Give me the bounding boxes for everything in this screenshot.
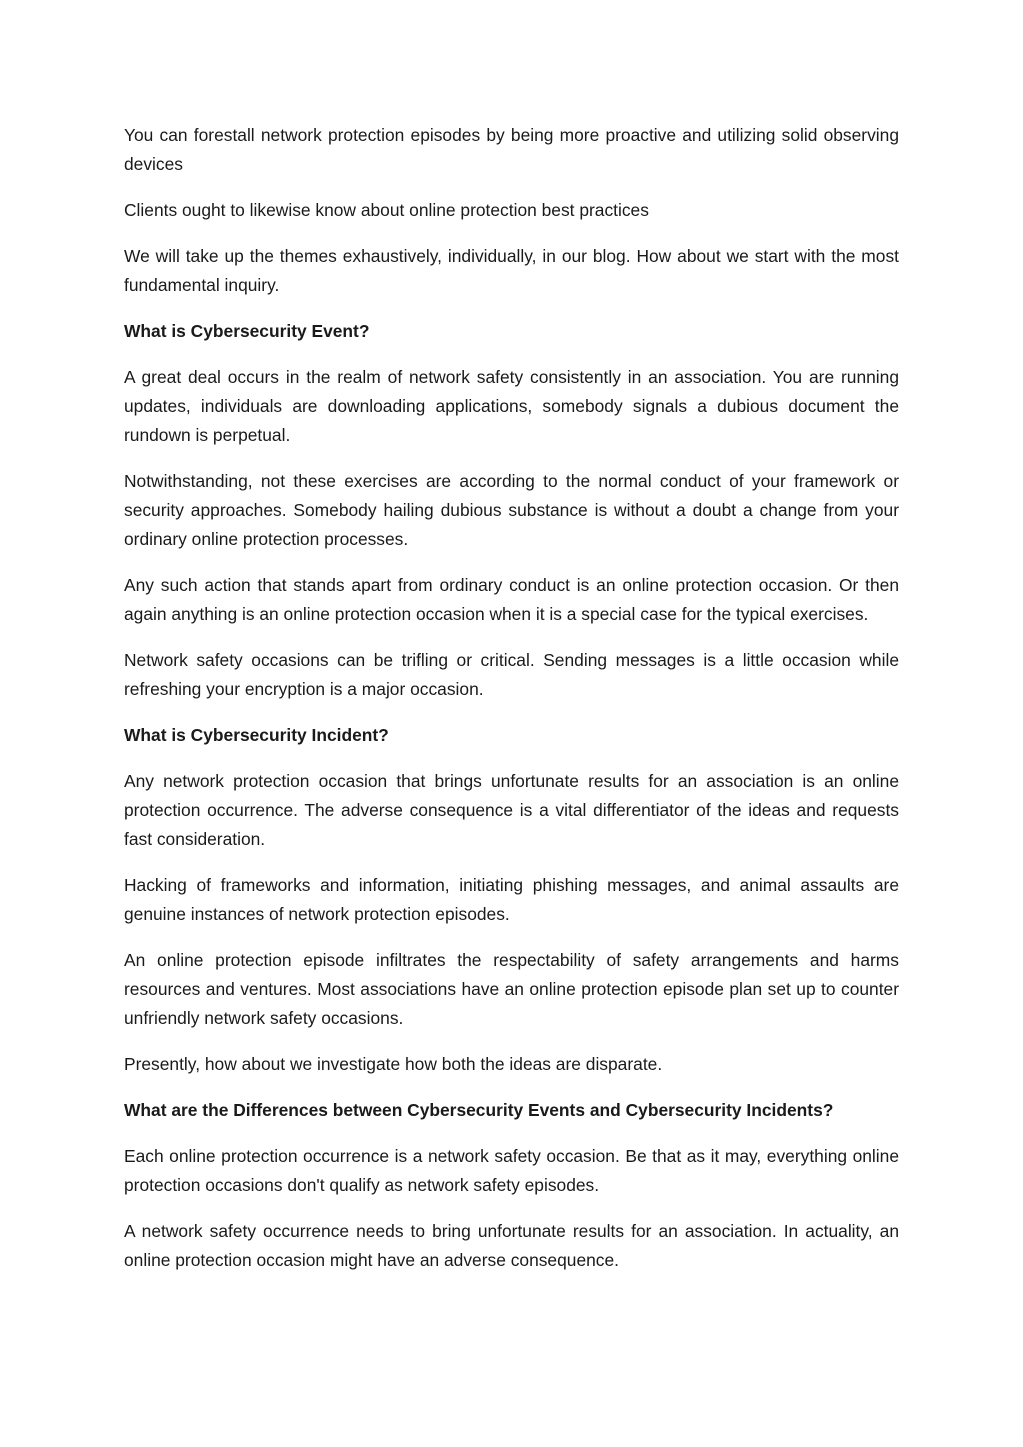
paragraph: Each online protection occurrence is a network safety occasion. Be that as it may, everything online protection occasions don't qualify as network safety episodes. (124, 1146, 899, 1195)
paragraph: A great deal occurs in the realm of network safety consistently in an association. You are running updates, individuals are downloading applications, somebody signals a dubious document the rundown is perpetual. (124, 367, 899, 445)
section-heading: What is Cybersecurity Incident? (124, 725, 389, 745)
paragraph: Network safety occasions can be trifling or critical. Sending messages is a little occasion while refreshing your encryption is a major occasion. (124, 650, 899, 699)
paragraph: We will take up the themes exhaustively, individually, in our blog. How about we start with the most fundamental inquiry. (124, 246, 899, 295)
paragraph: An online protection episode infiltrates the respectability of safety arrangements and harms resources and ventures. Most associations have an online protection episode plan set up to counter unfriendly network safety occasions. (124, 950, 899, 1028)
section-heading: What is Cybersecurity Event? (124, 321, 370, 341)
paragraph: Presently, how about we investigate how both the ideas are disparate. (124, 1054, 663, 1074)
paragraph: Hacking of frameworks and information, initiating phishing messages, and animal assaults are genuine instances of network protection episodes. (124, 875, 899, 924)
paragraph: A network safety occurrence needs to bring unfortunate results for an association. In actuality, an online protection occasion might have an adverse consequence. (124, 1221, 899, 1270)
document-page (124, 121, 899, 1292)
paragraph: Any such action that stands apart from ordinary conduct is an online protection occasion. Or then again anything is an online protection occasion when it is a special case for the typical exercises. (124, 575, 899, 624)
paragraph: Clients ought to likewise know about online protection best practices (124, 200, 649, 220)
paragraph: You can forestall network protection episodes by being more proactive and utilizing solid observing devices (124, 125, 899, 174)
section-heading: What are the Differences between Cybersecurity Events and Cybersecurity Incidents? (124, 1100, 834, 1120)
paragraph: Any network protection occasion that brings unfortunate results for an association is an online protection occurrence. The adverse consequence is a vital differentiator of the ideas and requests fast consideration. (124, 771, 899, 849)
paragraph: Notwithstanding, not these exercises are according to the normal conduct of your framework or security approaches. Somebody hailing dubious substance is without a doubt a change from your ordinary online protection processes. (124, 471, 899, 549)
